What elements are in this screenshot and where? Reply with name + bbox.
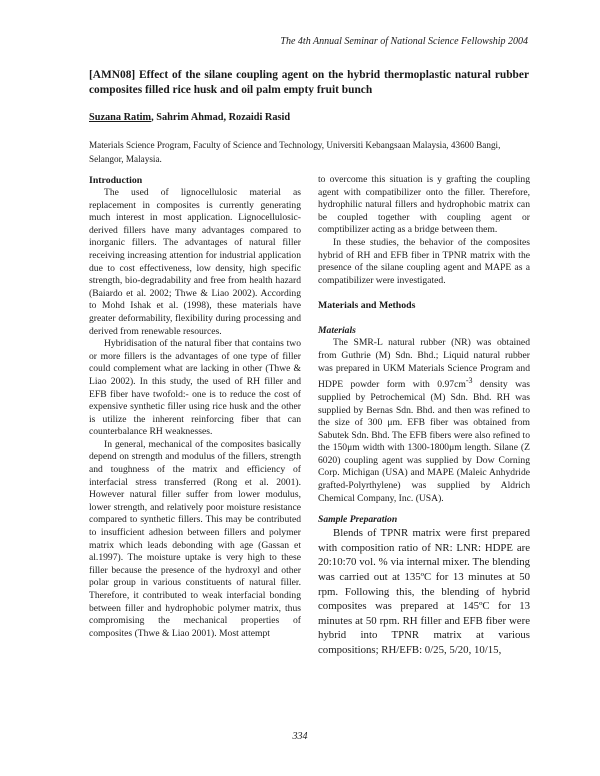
sample-preparation-paragraph: Blends of TPNR matrix were first prepared with composition ratio of NR: LNR: HDPE are 20:10:70 vol. % via internal mixer. The blending was carried out at 135ºC for 13 minutes at 50 rpm. Following this, the blending of hybrid composites was prepared at 145ºC for 13 minutes at 50 rpm. RH filler and EFB fiber were hybrid into TPNR matrix at various compositions; RH/EFB: 0/25, 5/20, 10/15, <box>318 527 530 656</box>
materials-text-b: density was supplied by Petrochemical (M) Sdn. Bhd. RH was supplied by Bernas Sdn. Bhd. and then was refined to the size of 300 μm. EFB fiber was obtained from Sabutek Sdn. Bhd. The EFB fibers were also refined to the 150μm width with 1300-1800μm length. Silane (Z 6020) coupling agent was supplied by Dow Corning Corp. Michigan (USA) and MAPE (Maleic Anhydride grafted-Polyrthylene) was supplied by Aldrich Chemical Company, Inc. (USA). <box>318 379 530 504</box>
sample-preparation-heading: Sample Preparation <box>318 514 398 526</box>
co-authors: , Sahrim Ahmad, Rozaidi Rasid <box>151 112 291 123</box>
materials-text-a: The SMR-L natural rubber (NR) was obtained from Guthrie (M) Sdn. Bhd.; Liquid natural rubber was prepared in UKM Materials Science Program and HDPE powder form with 0.97cm <box>318 337 530 391</box>
presenting-author: Suzana Ratim <box>89 112 152 123</box>
paper-title: [AMN08] Effect of the silane coupling agent on the hybrid thermoplastic natural rubber composites filled rice husk and oil palm empty fruit bunch <box>89 69 529 96</box>
affiliation: Materials Science Program, Faculty of Science and Technology, Universiti Kebangsaan Malaysia, 43600 Bangi, Selangor, Malaysia. <box>89 140 501 164</box>
introduction-heading: Introduction <box>89 175 143 186</box>
intro-paragraph-3: In general, mechanical of the composites basically depend on strength and modulus of the fillers, strength and toughness of the matrix and efficiency of interfacial stress transferred (Rong et al. 2001). However natural filler suffer from lower modulus, lower strength, and relatively poor moisture resistance compared to synthetic fillers. This may be contributed to insufficient adhesion between fillers and polymer matrix which leads debonding with age (Gassan et al.1997). The moisture uptake is very high to these filler because the presence of the hydroxyl and other polar group in various constituents of natural filler. Therefore, it contributed to weak interfacial bonding between filler and hydrophobic polymer matrix, thus compromising the mechanical properties of composites (Thwe & Liao 2001). Most attempt <box>89 438 301 639</box>
running-header: The 4th Annual Seminar of National Science Fellowship 2004 <box>280 36 528 47</box>
left-column <box>89 174 301 640</box>
intro-paragraph-2: Hybridisation of the natural fiber that contains two or more fillers is the advantages of one type of filler could complement what are lacking in other (Thwe & Liao 2002). In this study, the used of RH filler and EFB fiber have twofold:- one is to reduce the cost of expensive synthetic filler using rice husk and the other is utilize the inherent reinforcing fiber that can counterbalance RH weaknesses. <box>89 338 301 438</box>
page-number: 334 <box>292 731 308 742</box>
intro-paragraph-4: In these studies, the behavior of the composites hybrid of RH and EFB fiber in TPNR matrix with the presence of the silane coupling agent and MAPE as a compatibilizer were investigated. <box>318 236 530 286</box>
methods-heading: Materials and Methods <box>318 300 416 312</box>
author-list <box>89 112 290 123</box>
materials-superscript: -3 <box>465 376 473 386</box>
right-column <box>318 174 530 658</box>
materials-heading: Materials <box>318 325 356 337</box>
intro-paragraph-1: The used of lignocellulosic material as replacement in composites is currently generating much interest in most application. Lignocellulosic-derived fillers have many advantages compared to inorganic fillers. The advantages of natural filler receiving increasing attention for industrial application due to cost effectiveness, low density, high specific strength, bio-degradability and free from health hazard (Baiardo et al. 2002; Thwe & Liao 2002). According to Mohd Ishak et al. (1998), these materials have greater deformability, flexibility during processing and derived from renewable resources. <box>89 187 301 337</box>
intro-continuation: to overcome this situation is y grafting the coupling agent with compatibilizer onto the filler. Therefore, hydrophilic natural fillers and hydrophobic matrix can be coupled together with coupling agent or comptibilizer acting as a bridge between them. <box>318 174 530 236</box>
materials-paragraph <box>318 337 530 505</box>
